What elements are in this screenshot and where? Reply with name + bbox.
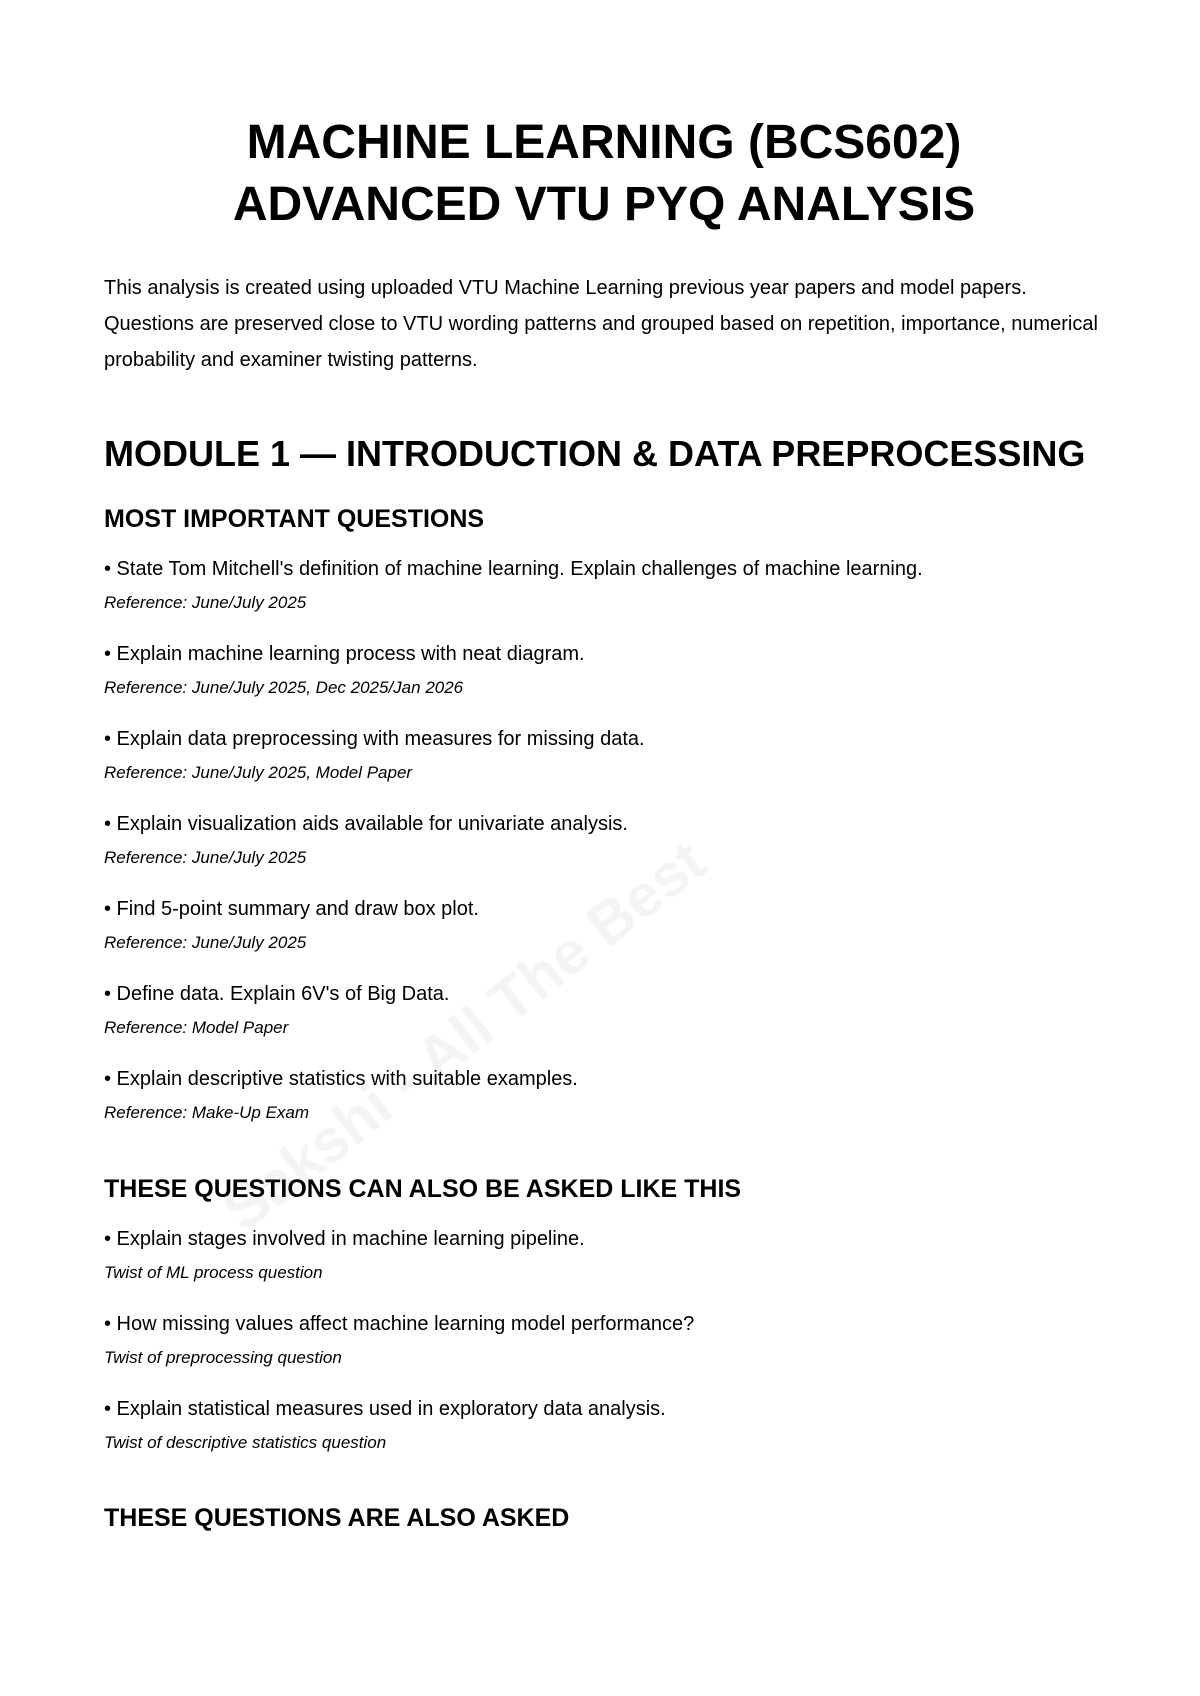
question-item (104, 1311, 1104, 1369)
question-reference: Reference: Model Paper (104, 1018, 289, 1037)
question-item (104, 641, 1104, 699)
question-text: • Find 5-point summary and draw box plot. (104, 898, 479, 920)
twisted-questions-heading: THESE QUESTIONS CAN ALSO BE ASKED LIKE THIS (104, 1175, 742, 1203)
title-line-2: ADVANCED VTU PYQ ANALYSIS (232, 178, 976, 231)
question-reference: Twist of ML process question (104, 1263, 323, 1282)
question-text: • Explain machine learning process with neat diagram. (104, 643, 585, 665)
question-text: • Explain data preprocessing with measures for missing data. (104, 728, 645, 750)
question-item (104, 1396, 1104, 1454)
question-text: • State Tom Mitchell's definition of machine learning. Explain challenges of machine learning. (104, 558, 923, 580)
question-reference: Reference: June/July 2025 (104, 848, 307, 867)
question-item (104, 1226, 1104, 1284)
intro-paragraph: This analysis is created using uploaded VTU Machine Learning previous year papers and model papers. Questions are preserved close to VTU wording patterns and grouped based on repetition, importance, numerical probability and examiner twisting patterns. (104, 277, 1098, 371)
question-reference: Twist of descriptive statistics question (104, 1433, 387, 1452)
also-asked-heading: THESE QUESTIONS ARE ALSO ASKED (104, 1504, 570, 1532)
title-line-1: MACHINE LEARNING (BCS602) (246, 116, 962, 169)
question-reference: Reference: June/July 2025 (104, 593, 307, 612)
question-text: • Define data. Explain 6V's of Big Data. (104, 983, 450, 1005)
question-reference: Reference: Make-Up Exam (104, 1103, 310, 1122)
question-item (104, 1066, 1104, 1124)
question-item (104, 811, 1104, 869)
most-important-heading: MOST IMPORTANT QUESTIONS (104, 505, 485, 533)
question-reference: Reference: June/July 2025, Model Paper (104, 763, 413, 782)
module-1-heading: MODULE 1 — INTRODUCTION & DATA PREPROCESSING (104, 433, 1086, 474)
question-reference: Reference: June/July 2025, Dec 2025/Jan 2026 (104, 678, 464, 697)
question-text: • Explain statistical measures used in exploratory data analysis. (104, 1398, 666, 1420)
question-reference: Reference: June/July 2025 (104, 933, 307, 952)
question-text: • How missing values affect machine learning model performance? (104, 1313, 695, 1335)
question-text: • Explain visualization aids available for univariate analysis. (104, 813, 628, 835)
question-item (104, 981, 1104, 1039)
question-item (104, 896, 1104, 954)
question-item (104, 726, 1104, 784)
question-reference: Twist of preprocessing question (104, 1348, 342, 1367)
question-text: • Explain descriptive statistics with suitable examples. (104, 1068, 578, 1090)
question-text: • Explain stages involved in machine learning pipeline. (104, 1228, 585, 1250)
question-item (104, 556, 1104, 614)
document-title (104, 112, 1104, 236)
